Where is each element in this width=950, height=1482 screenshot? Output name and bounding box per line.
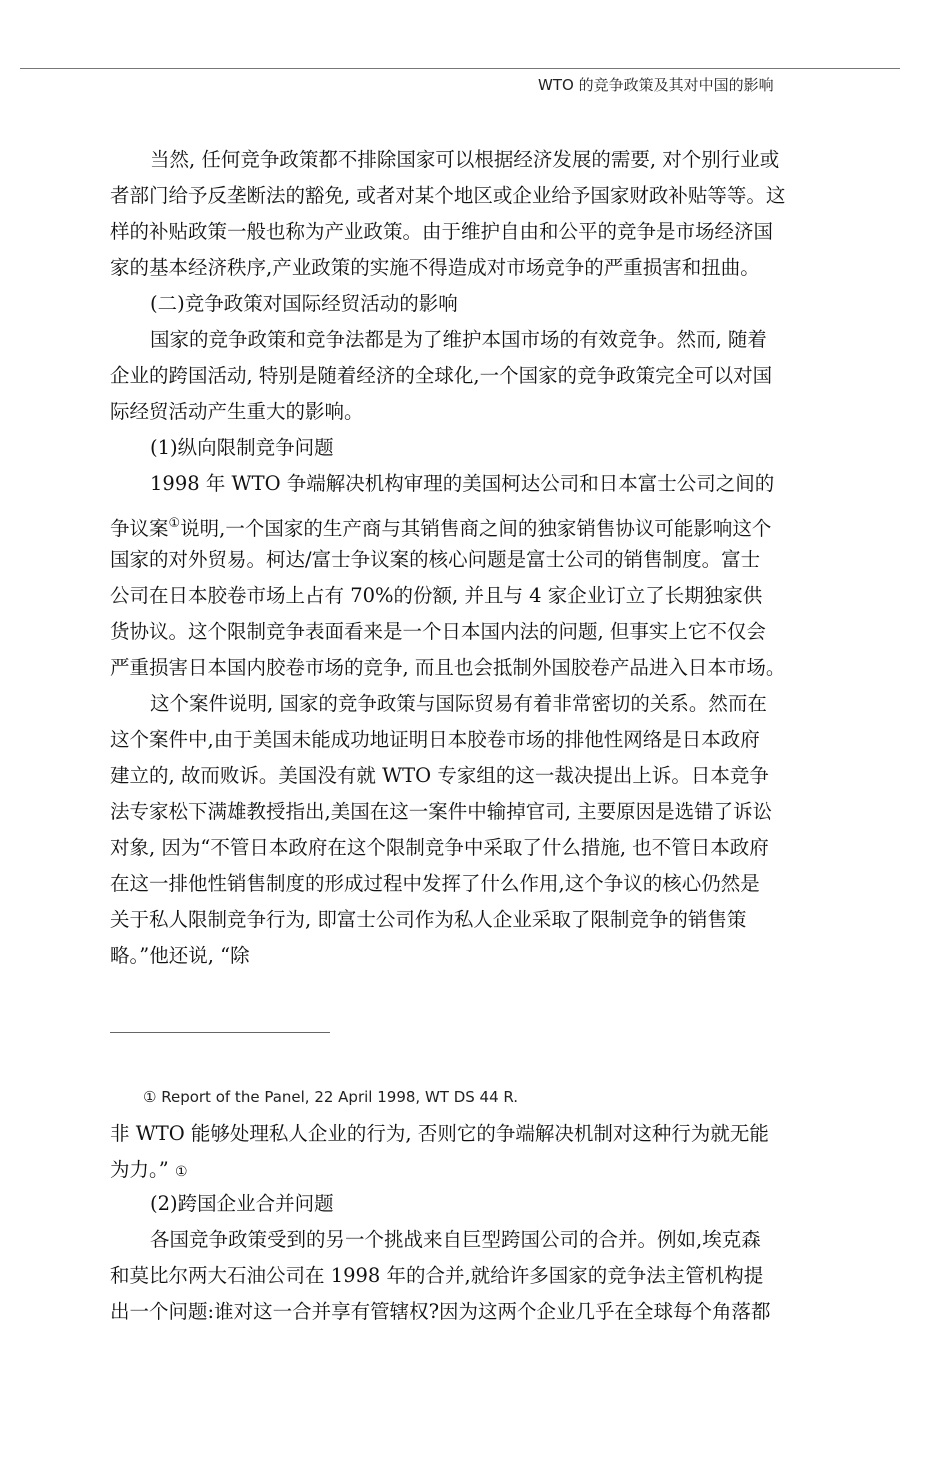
paragraph-line: 公司在日本胶卷市场上占有 70%的份额, 并且与 4 家企业订立了长期独家供 [110,584,763,607]
paragraph-line: 各国竞争政策受到的另一个挑战来自巨型跨国公司的合并。例如,埃克森 [150,1228,761,1251]
paragraph-line: 企业的跨国活动, 特别是随着经济的全球化,一个国家的竞争政策完全可以对国 [110,364,773,387]
paragraph-line: 当然, 任何竞争政策都不排除国家可以根据经济发展的需要, 对个别行业或 [150,148,780,171]
footnote-text: ① Report of the Panel, 22 April 1998, WT DS 44 R. [143,1088,519,1106]
paragraph-line: 略。”他还说, “除 [110,944,250,967]
section-heading: (二)竞争政策对国际经贸活动的影响 [150,292,458,315]
paragraph-line: 家的基本经济秩序,产业政策的实施不得造成对市场竞争的严重损害和扭曲。 [110,256,760,279]
paragraph-line: 建立的, 故而败诉。美国没有就 WTO 专家组的这一裁决提出上诉。日本竞争 [110,764,769,787]
footnote-ref-mark[interactable]: ① [174,1164,188,1180]
paragraph-line: 际经贸活动产生重大的影响。 [110,400,364,423]
text-before-ref: 争议案 [110,517,169,540]
paragraph-line: 这个案件中,由于美国未能成功地证明日本胶卷市场的排他性网络是日本政府 [110,728,760,751]
paragraph-line: 和莫比尔两大石油公司在 1998 年的合并,就给许多国家的竞争法主管机构提 [110,1264,764,1287]
footnote-ref-mark[interactable]: ① [168,516,181,531]
paragraph-line: 在这一排他性销售制度的形成过程中发挥了什么作用,这个争议的核心仍然是 [110,872,760,895]
paragraph-line: 法专家松下满雄教授指出,美国在这一案件中输掉官司, 主要原因是选错了诉讼 [110,800,773,823]
paragraph-line: 非 WTO 能够处理私人企业的行为, 否则它的争端解决机制对这种行为就无能 [110,1122,769,1145]
paragraph-line: 国家的竞争政策和竞争法都是为了维护本国市场的有效竞争。然而, 随着 [150,328,767,351]
body-section-c [110,1116,830,1330]
paragraph-line: 国家的对外贸易。柯达/富士争议案的核心问题是富士公司的销售制度。富士 [110,548,761,571]
paragraph-line: 对象, 因为“不管日本政府在这个限制竞争中采取了什么措施, 也不管日本政府 [110,836,769,859]
paragraph-line: 严重损害日本国内胶卷市场的竞争, 而且也会抵制外国胶卷产品进入日本市场。 [110,656,786,679]
paragraph-line-with-footnote-ref [110,1152,830,1186]
body-section-a [110,142,830,974]
paragraph-line: 出一个问题:谁对这一合并享有管辖权?因为这两个企业几乎在全球每个角落都 [110,1300,771,1323]
paragraph-line: 这个案件说明, 国家的竞争政策与国际贸易有着非常密切的关系。然而在 [150,692,767,715]
paragraph-line: 样的补贴政策一般也称为产业政策。由于维护自由和公平的竞争是市场经济国 [110,220,774,243]
subsection-heading: (1)纵向限制竞争问题 [150,436,334,459]
text-before-ref: 为力。” [110,1158,169,1181]
running-header-title: WTO 的竞争政策及其对中国的影响 [538,76,774,94]
text-after-ref: 说明,一个国家的生产商与其销售商之间的独家销售协议可能影响这个 [180,517,772,540]
footnote-separator [110,1032,330,1033]
paragraph-line-with-footnote-ref [110,506,830,542]
paragraph-line: 者部门给予反垄断法的豁免, 或者对某个地区或企业给予国家财政补贴等等。这 [110,184,786,207]
paragraph-line: 1998 年 WTO 争端解决机构审理的美国柯达公司和日本富士公司之间的 [150,472,775,495]
subsection-heading: (2)跨国企业合并问题 [150,1192,334,1215]
paragraph-line: 关于私人限制竞争行为, 即富士公司作为私人企业采取了限制竞争的销售策 [110,908,747,931]
paragraph-line: 货协议。这个限制竞争表面看来是一个日本国内法的问题, 但事实上它不仅会 [110,620,766,643]
header-rule [20,68,900,69]
